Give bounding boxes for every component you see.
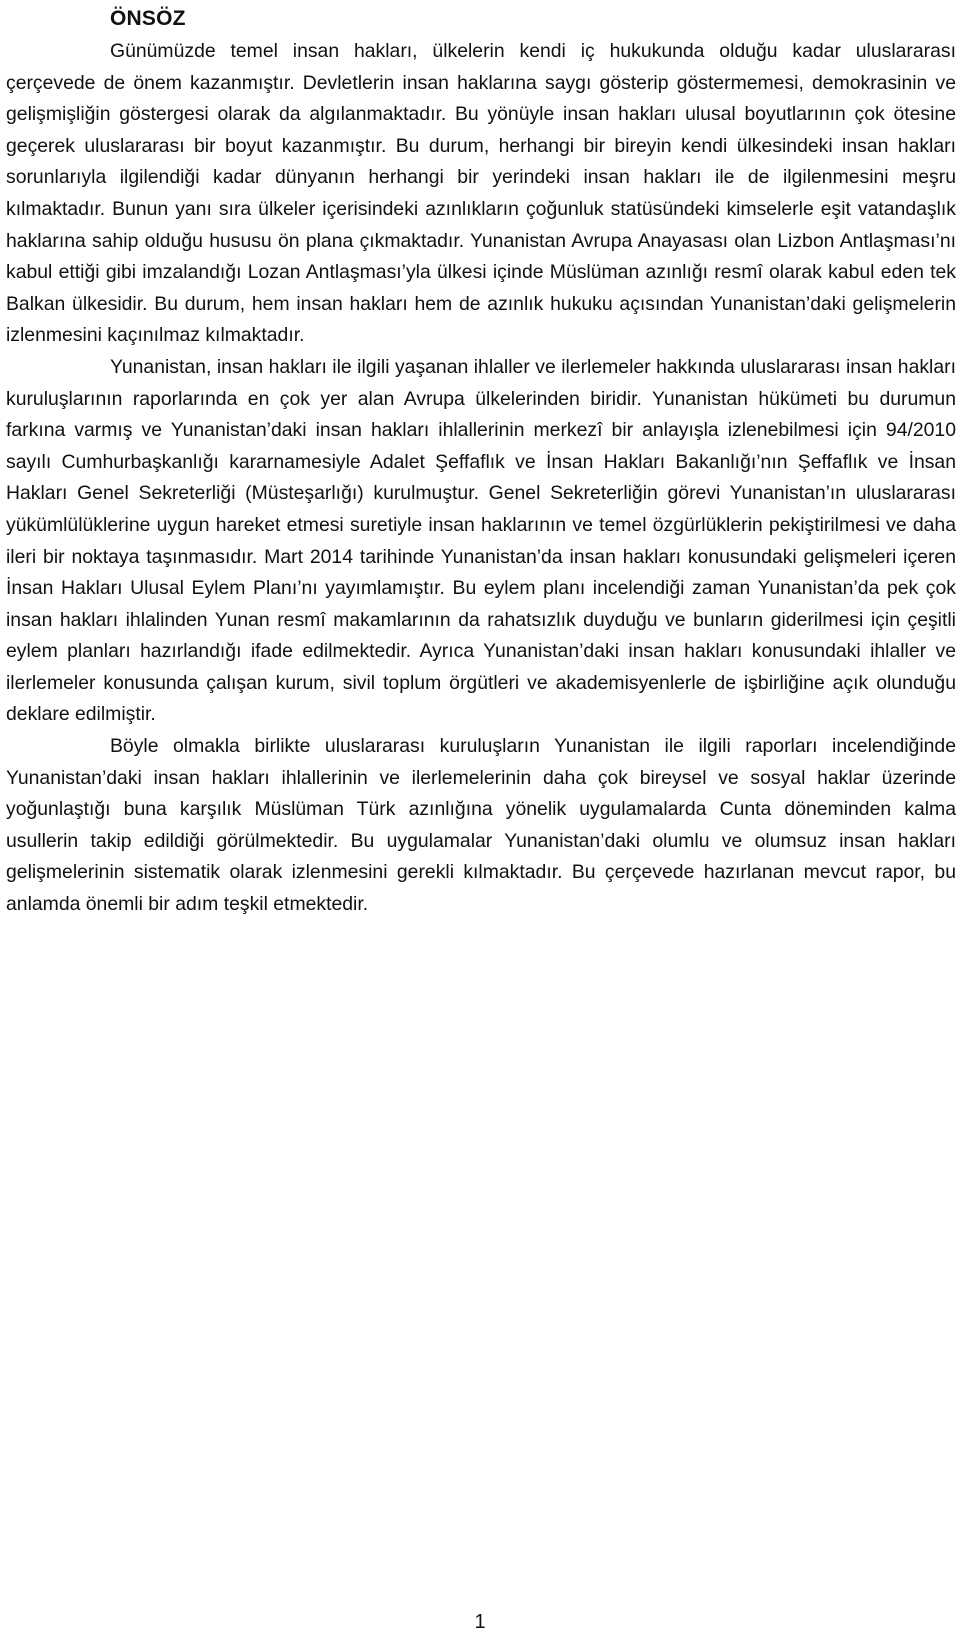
body-text (6, 36, 956, 921)
page-heading: ÖNSÖZ (110, 7, 186, 30)
paragraph-2: Yunanistan, insan hakları ile ilgili yaşanan ihlaller ve ilerlemeler hakkında uluslararası insan hakları kuruluşlarının raporlarında en çok yer alan Avrupa ülkelerinden biridir. Yunanistan hükümeti bu durumun farkına varmış ve Yunanistan’daki insan hakları ihlallerinin merkezî bir anlayışla izlenebilmesi için 94/2010 sayılı Cumhurbaşkanlığı kararnamesiyle Adalet Şeffaflık ve İnsan Hakları Bakanlığı’nın Şeffaflık ve İnsan Hakları Genel Sekreterliği (Müsteşarlığı) kurulmuştur. Genel Sekreterliğin görevi Yunanistan’ın uluslararası yükümlülüklerine uygun hareket etmesi suretiyle insan haklarının ve temel özgürlüklerin pekiştirilmesi ve daha ileri bir noktaya taşınmasıdır. Mart 2014 tarihinde Yunanistan’da insan hakları konusundaki gelişmeleri içeren İnsan Hakları Ulusal Eylem Planı’nı yayımlamıştır. Bu eylem planı incelendiği zaman Yunanistan’da pek çok insan hakları ihlalinden Yunan resmî makamlarının da rahatsızlık duyduğu ve bunların giderilmesi için çeşitli eylem planları hazırlandığı ifade edilmektedir. Ayrıca Yunanistan’daki insan hakları konusundaki ihlaller ve ilerlemeler konusunda çalışan kurum, sivil toplum örgütleri ve akademisyenlerle de işbirliğine açık olunduğu deklare edilmiştir. (6, 355, 956, 726)
paragraph-3: Böyle olmakla birlikte uluslararası kuruluşların Yunanistan ile ilgili raporları incelendiğinde Yunanistan’daki insan hakları ihlallerinin ve ilerlemelerinin daha çok bireysel ve sosyal haklar üzerinde yoğunlaştığı buna karşılık Müslüman Türk azınlığına yönelik uygulamalarda Cunta döneminden kalma usullerin takip edildiği görülmektedir. Bu uygulamalar Yunanistan’daki olumlu ve olumsuz insan hakları gelişmelerinin sistematik olarak izlenmesini gerekli kılmaktadır. Bu çerçevede hazırlanan mevcut rapor, bu anlamda önemli bir adım teşkil etmektedir. (6, 735, 956, 916)
paragraph-1: Günümüzde temel insan hakları, ülkelerin kendi iç hukukunda olduğu kadar uluslararası çerçevede de önem kazanmıştır. Devletlerin insan haklarına saygı gösterip göstermemesi, demokrasinin ve gelişmişliğin göstergesi olarak da algılanmaktadır. Bu yönüyle insan hakları ulusal boyutlarının çok ötesine geçerek uluslararası bir boyut kazanmıştır. Bu durum, herhangi bir bireyin kendi ülkesindeki insan hakları sorunlarıyla ilgilendiği kadar dünyanın herhangi bir yerindeki insan hakları ile de ilgilenmesini meşru kılmaktadır. Bunun yanı sıra ülkeler içerisindeki azınlıkların çoğunluk statüsündeki kimselerle eşit vatandaşlık haklarına sahip olduğu hususu ön plana çıkmaktadır. Yunanistan Avrupa Anayasası olan Lizbon Antlaşması’nı kabul ettiği gibi imzalandığı Lozan Antlaşması’yla ülkesi içinde Müslüman azınlığı resmî olarak kabul eden tek Balkan ülkesidir. Bu durum, hem insan hakları hem de azınlık hukuku açısından Yunanistan’daki gelişmelerin izlenmesini kaçınılmaz kılmaktadır. (6, 40, 956, 347)
page-number: 1 (474, 1611, 486, 1633)
